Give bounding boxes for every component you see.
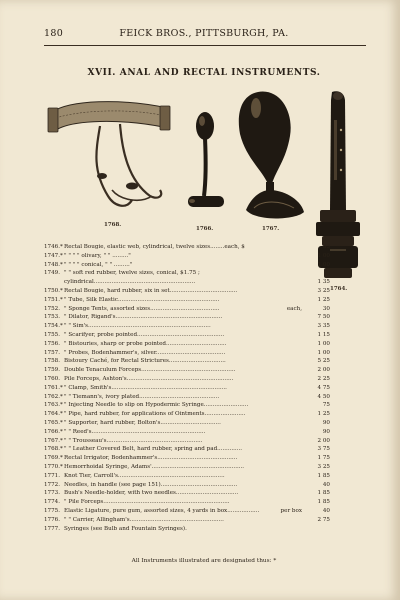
list-item [44, 472, 329, 481]
list-item [44, 269, 329, 278]
item-number: 1765.* [44, 419, 63, 426]
item-number: 1757. [44, 349, 61, 356]
list-item [44, 252, 329, 261]
item-number: 1758. [44, 358, 61, 365]
item-price: 30 [322, 305, 330, 312]
item-description: " Probes, Bodenhammer's, silver....................................... [64, 349, 226, 356]
item-price: 75 [322, 402, 330, 409]
list-item [44, 384, 329, 393]
item-description: " Bistouries, sharp or probe pointed.................................. [64, 340, 227, 347]
item-price: 1 25 [317, 296, 330, 303]
item-price: 1 15 [317, 331, 330, 338]
list-item [44, 463, 329, 472]
item-number: 1746.* [44, 244, 63, 250]
item-number: 1761.* [44, 384, 63, 391]
item-description: " " Tiemann's, ivory plated............................................. [64, 393, 220, 400]
list-item [44, 419, 329, 428]
item-description: " Pile Forceps....................................................................... [64, 499, 230, 506]
list-item [44, 261, 329, 270]
item-description: " Clamp, Smith's................................................................. [64, 384, 227, 391]
list-item [44, 454, 329, 463]
item-price: 1 00 [317, 261, 330, 268]
list-item [44, 525, 329, 534]
item-price: 4 50 [317, 393, 330, 400]
figure-caption: 1768. [104, 222, 122, 228]
item-price: 2 00 [317, 367, 330, 374]
item-number: 1747.* [44, 252, 63, 259]
list-item [44, 322, 329, 331]
item-description: Elastic Ligature, pure gum, assorted sizes, 4 yards in box.................. [64, 507, 260, 514]
item-number: 1755. [44, 331, 61, 338]
list-item [44, 516, 329, 525]
list-item [44, 313, 329, 322]
item-number: 1751.* [44, 296, 63, 303]
item-number: 1767.* [44, 437, 63, 444]
item-price: 85 [322, 244, 330, 250]
item-description: " " " " olivary, " " ........." [64, 252, 131, 259]
item-number: 1756. [44, 340, 61, 347]
list-item [44, 357, 329, 366]
item-description: Bistoury Caché, for Rectal Strictures................................ [64, 358, 226, 365]
truss-belt-icon [48, 102, 170, 206]
item-description: Needles, in handle (see page 151)........................................... [64, 481, 238, 488]
item-number: 1775. [44, 507, 61, 514]
item-description: cylindrical......................................................... [64, 279, 196, 286]
footer-note: All Instruments illustrated are designated thus: * [131, 558, 277, 564]
item-number: 1772. [44, 481, 61, 488]
item-price: 90 [322, 419, 330, 426]
item-description: Rectal Bougie, elastic web, cylindrical, twelve sizes........each, $ [64, 244, 245, 250]
item-description: " Dilator, Rigand's............................................................ [64, 314, 223, 321]
list-item [44, 366, 329, 375]
item-description: " Supporter, hard rubber, Bolton's.................................. [64, 419, 221, 426]
item-description: " " Leather Covered Belt, hard rubber, spring and pad.............. [64, 446, 243, 453]
list-item [44, 401, 329, 410]
item-price: 2 25 [317, 375, 330, 382]
rectal-bougie-icon [239, 92, 304, 219]
list-item [44, 481, 329, 490]
item-price: 5 25 [317, 358, 330, 365]
item-number: 1752. [44, 305, 61, 312]
item-number: 1776. [44, 516, 61, 523]
item-price: 1 00 [317, 349, 330, 356]
item-description: " Tube, Silk Elastic......................................................... [64, 296, 220, 303]
page-number: 180 [44, 28, 64, 39]
figure-caption: 1764. [330, 286, 348, 292]
item-price: 3 35 [317, 323, 330, 330]
list-item [44, 331, 329, 340]
list-item [44, 349, 329, 358]
item-price: 1 85 [317, 472, 330, 479]
item-description: Rectal Bougie, hard rubber, six in set...................................... [64, 287, 238, 294]
list-item [44, 498, 329, 507]
item-number: 1769.* [44, 455, 63, 462]
item-number: 1763.* [44, 402, 63, 409]
item-description: " Pipe, hard rubber, for applications of Ointments....................... [64, 411, 246, 418]
item-price: 1 00 [317, 252, 330, 259]
item-price: 1 85 [317, 499, 330, 506]
list-item [44, 287, 329, 296]
list-item [44, 243, 329, 252]
list-item [44, 305, 329, 314]
item-price: 3 25 [317, 463, 330, 470]
item-number: 1768.* [44, 446, 63, 453]
item-number: 1753. [44, 314, 61, 321]
item-number: 1777. [44, 525, 61, 532]
item-description: Rectal Irrigator, Bodenhammer's............................................. [64, 455, 238, 462]
item-description: Syringes (see Bulb and Fountain Syringes). [64, 525, 187, 532]
item-price: 3 25 [317, 287, 330, 294]
item-number: 1749. [44, 270, 61, 277]
list-item [44, 393, 329, 402]
item-number: 1759. [44, 367, 61, 374]
list-item [44, 445, 329, 454]
item-number: 1748.* [44, 261, 63, 268]
figure-caption: 1766. [196, 226, 214, 232]
item-number: 1770.* [44, 463, 63, 470]
item-number: 1750.* [44, 287, 63, 294]
list-item [44, 428, 329, 437]
firm-name: FEICK BROS., PITTSBURGH, PA. [119, 28, 289, 39]
item-price: 1 25 [317, 411, 330, 418]
item-description: Knot Tier, Carroll's............................................................ [64, 472, 225, 479]
list-item [44, 296, 329, 305]
item-description: Bush's Needle-holder, with two needles................................... [64, 490, 239, 497]
price-list [44, 243, 329, 533]
item-description: " " Trousseau's...................................................... [64, 437, 203, 444]
item-number: 1760. [44, 375, 61, 382]
item-price: 2 75 [317, 516, 330, 523]
list-item [44, 489, 329, 498]
item-description: " " " " conical, " " ........." [64, 261, 133, 268]
list-item [44, 410, 329, 419]
list-item [44, 340, 329, 349]
item-description: " Injecting Needle to slip on Hypodermic Syringe......................... [64, 402, 249, 409]
item-price: 40 [322, 507, 330, 514]
list-item [44, 437, 329, 446]
item-number: 1766.* [44, 428, 63, 435]
item-price: 90 [322, 428, 330, 435]
item-price: 2 00 [317, 437, 330, 444]
item-price: 40 [322, 481, 330, 488]
item-price: 4 75 [317, 384, 330, 391]
item-description: Double Tenaculum Forceps..................................................... [64, 367, 236, 374]
item-description: " " soft red rubber, twelve sizes, conical, $1.75 ; [64, 270, 200, 277]
item-number: 1771. [44, 472, 61, 479]
item-price: 3 75 [317, 446, 330, 453]
item-number: 1774. [44, 499, 61, 506]
rectal-dilator-icon [188, 112, 224, 207]
item-number: 1762.* [44, 393, 63, 400]
item-description: " " Sim's..................................................................... [64, 323, 211, 330]
list-item [44, 278, 329, 287]
item-description: " Sponge Tents, assorted sizes....................................... [64, 305, 220, 312]
item-price: 7 50 [317, 314, 330, 321]
item-price: 1 00 [317, 340, 330, 347]
item-unit: each, [286, 305, 302, 312]
item-description: Pile Forceps, Ashton's............................................................ [64, 375, 234, 382]
item-description: " " Reed's................................................................ [64, 428, 206, 435]
item-price: 1 75 [317, 455, 330, 462]
item-price: 1 85 [317, 490, 330, 497]
list-item [44, 507, 329, 516]
figure-caption: 1767. [262, 226, 280, 232]
item-unit: per box [280, 507, 302, 514]
item-description: Hemorrhoidal Syringe, Adams'.................................................... [64, 463, 245, 470]
item-description: " " Carrier, Allingham's..................................................... [64, 516, 224, 523]
item-number: 1773. [44, 490, 61, 497]
item-number: 1764.* [44, 411, 63, 418]
item-description: " Scarifyer, probe pointed................................................. [64, 331, 225, 338]
list-item [44, 375, 329, 384]
section-title: XVII. ANAL AND RECTAL INSTRUMENTS. [87, 68, 321, 78]
item-number: 1754.* [44, 323, 63, 330]
item-price: 1 35 [317, 279, 330, 286]
